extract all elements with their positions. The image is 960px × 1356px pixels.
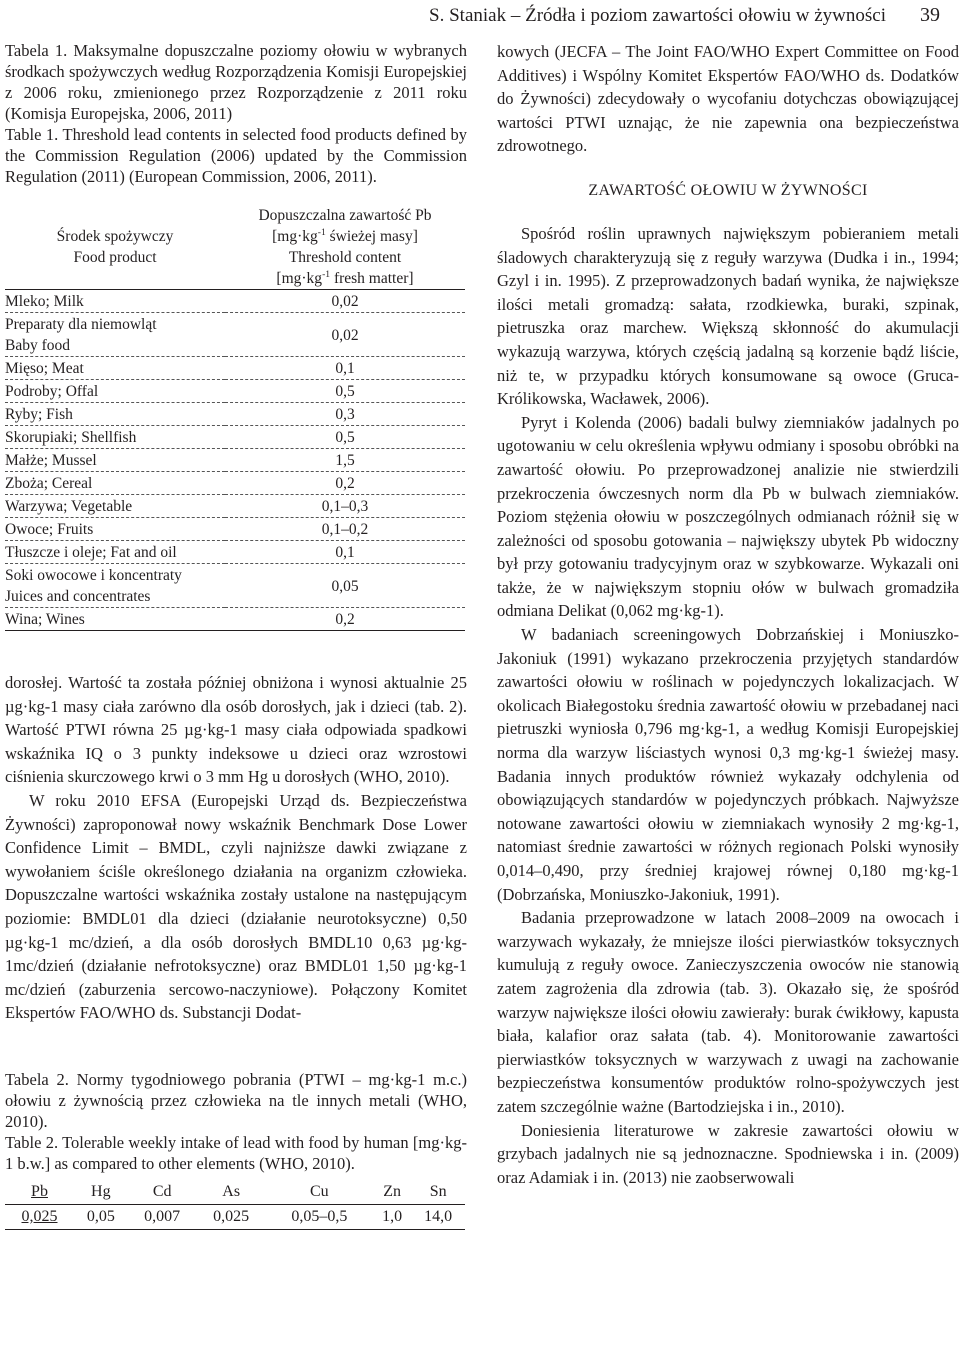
left-column: [5, 40, 467, 1230]
col2-header-line4: [$mg\cdot kg^{-1}$ fresh matter]: [276, 268, 414, 287]
row-value: 0,2: [335, 475, 355, 492]
table-row: [5, 472, 465, 495]
row-value: 0,1: [335, 360, 355, 377]
col1-header-pl: Środek spożywczy: [56, 228, 174, 245]
row-label: Zboża; Cereal: [5, 475, 93, 492]
table1-col2-header: [225, 205, 465, 290]
table-row: [5, 564, 465, 608]
right-paragraph-3: W badaniach screeningowych Dobrzańskiej i Moniuszko-Jakoniuk (1991) wykazano przekroczenia przyjętych standardów zawartości ołowiu w roślinach w pojedynczych lokalizacjach. W okolicach Białegostoku średnia zawartość ołowiu w przebadanej naci pietruszki wyniosła 0,796 mg·kg-1, a według Komisji Europejskiej norma dla warzyw liściastych wynosi 0,3 mg·kg-1 świeżej masy. Badania innych produktów również wykazały odchylenia od obowiązujących standardów w pojedynczych próbkach. Najwyższe notowane zawartości ołowiu w ziemniakach wynosiły 2 mg·kg-1, natomiast średnie zawartości w różnych regionach Polski wynosiły 0,014–0,490, przy średniej krajowej równej 0,180 mg·kg-1 (Dobrzańska, Moniuszko-Jakoniuk, 1991).: [497, 625, 959, 904]
table2-value-cell: 0,05: [86, 1207, 115, 1225]
row-label: Skorupiaki; Shellfish: [5, 429, 137, 446]
table2-value-cell: 0,05–0,5: [291, 1207, 348, 1225]
row-label: Preparaty dla niemowląt Baby food: [5, 316, 157, 354]
row-label: Podroby; Offal: [5, 383, 99, 400]
table2: [5, 1180, 465, 1230]
row-value: 0,3: [335, 406, 355, 423]
right-paragraph-1: Spośród roślin uprawnych największym pobieraniem metali śladowych charakteryzują się z reguły warzywa (Dudka i in., 1994; Gzyl i in. 1995). Z przeprowadzonych badań wynika, że największe ilości metali gromadzą: sałata, rzodkiewka, buraki, szpinak, pietruszka oraz marchew. Większą skłonność do akumulacji wykazują warzywa, których częścią jadalną są korzenie bądź liście, niż te, w przypadku których konsumowane są owoce (Gruca-Królikowska, Wacławek, 2006).: [497, 223, 959, 409]
row-value: 0,5: [335, 383, 355, 400]
table2-value-cell: 0,025: [21, 1207, 58, 1225]
row-value: 1,5: [335, 452, 355, 469]
table2-header-cell: As: [222, 1182, 241, 1200]
table-row: [5, 518, 465, 541]
table-row: [5, 290, 465, 313]
right-column: [497, 40, 959, 1189]
row-label: Mięso; Meat: [5, 360, 84, 377]
table2-value-cell: 1,0: [382, 1207, 403, 1225]
table2-header-cell: Hg: [91, 1182, 111, 1200]
col2-header-line3: Threshold content: [288, 249, 402, 266]
table2-caption-en: Table 2. Tolerable weekly intake of lead with food by human [mg·kg-1 b.w.] as compared to other elements (WHO, 2010).: [5, 1132, 467, 1173]
row-value: 0,1: [335, 544, 355, 561]
table-row: [5, 380, 465, 403]
col1-header-en: Food product: [73, 249, 157, 266]
table1-col1-header: [5, 205, 225, 290]
row-label: Soki owocowe i koncentraty Juices and concentrates: [5, 567, 182, 605]
left-paragraph-2: W roku 2010 EFSA (Europejski Urząd ds. Bezpieczeństwa Żywności) zaproponował nowy wskaźnik Benchmark Dose Lower Confidence Limit – BMDL, czyli najniższe dawki związane z wywołaniem ściśle określonego działania na organizm człowieka. Dopuszczalne wartości wskaźnika zostały ustalone na następującym poziomie: BMDL01 dla dzieci (działanie neurotoksyczne) 0,50 µg·kg-1 mc/dzień, a dla osób dorosłych BMDL10 0,63 µg·kg-1mc/dzień (działanie nefrotoksyczne) oraz BMDL01 1,50 µg·kg-1 mc/dzień (zaburzenia sercowo-naczyniowe). Połączony Komitet Ekspertów FAO/WHO ds. Substancji Dodat-: [5, 790, 467, 1023]
table2-header-row: [5, 1180, 465, 1205]
table2-value-row: [5, 1204, 465, 1229]
table1-caption-en: Table 1. Threshold lead contents in selected food products defined by the Commission Regulation (2006) updated by the Commission Regulation (2011) (European Commission, 2006, 2011).: [5, 125, 467, 186]
left-paragraph-1: dorosłej. Wartość ta została później obniżona i wynosi aktualnie 25 µg·kg-1 masy ciała zarówno dla osób dorosłych, jak i dzieci (tab. 2). Wartość PTWI równa 25 µg·kg-1 masy ciała odpowiada spadkowi wskaźnika IQ o 3 punkty indeksowe u dzieci oraz wzrostowi ciśnienia skurczowego krwi o 3 mm Hg u dorosłych (WHO, 2010).: [5, 673, 467, 787]
right-paragraph-4: Badania przeprowadzone w latach 2008–2009 na owocach i warzywach wykazały, że mniejsze ilości pierwiastków toksycznych kumulują z reguły owoce. Zanieczyszczenia owoców nie stanowią zatem zagrożenia dla zdrowia (tab. 3). Okazało się, że spośród warzyw największe ilości ołowiu zawierały: burak ćwikłowy, kapusta biała, kalafior oraz sałata (tab. 4). Monitorowanie zawartości pierwiastków toksycznych w warzywach z uwagi na zachowanie bezpieczeństwa konsumentów produktów rolno-spożywczych jest zatem szczególnie ważne (Bartodziejska i in., 2010).: [497, 908, 959, 1116]
row-value: 0,05: [331, 577, 359, 595]
table2-caption-pl: Tabela 2. Normy tygodniowego pobrania (PTWI – mg·kg-1 m.c.) ołowiu z żywnością przez człowieka na tle innych metali (WHO, 2010).: [5, 1069, 467, 1131]
table-row: [5, 426, 465, 449]
table2-header-cell: Pb: [31, 1182, 48, 1200]
right-paragraph-5: Doniesienia literaturowe w zakresie zawartości ołowiu w grzybach jadalnych nie są jednoznaczne. Spodniewska i in. (2009) oraz Adamiak i in. (2013) nie zaobserwowali: [497, 1120, 959, 1187]
right-paragraph-2: Pyryt i Kolenda (2006) badali bulwy ziemniaków jadalnych po ugotowaniu w celu określenia wpływu odmiany i sposobu obróbki na zawartość ołowiu. Po przeprowadzonej analizie nie stwierdzili przekroczenia ówczesnych norm dla Pb w bulwach ziemniaków. Poziom stężenia ołowiu w poszczególnych odmianach różnił się w zależności od sposobu gotowania – największy ubytek Pb widoczny był przy gotowaniu tradycyjnym oraz w szybkowarze. Wykazali oni także, że w największym stopniu ołów w bulwach gromadziła odmiana Delikat (0,062 mg·kg-1).: [497, 412, 959, 621]
table2-header-cell: Cu: [309, 1182, 329, 1200]
section-title: ZAWARTOŚĆ OŁOWIU W ŻYWNOŚCI: [588, 181, 868, 199]
table-row: [5, 313, 465, 357]
table1: [5, 205, 465, 631]
table2-value-cell: 0,025: [213, 1207, 250, 1225]
page-number: 39: [920, 4, 940, 26]
row-value: 0,1–0,3: [321, 498, 369, 515]
row-label: Tłuszcze i oleje; Fat and oil: [5, 544, 177, 561]
table-row: [5, 449, 465, 472]
table2-value-cell: 14,0: [424, 1207, 453, 1225]
table2-header-cell: Sn: [429, 1182, 447, 1200]
table2-header-cell: Zn: [383, 1182, 402, 1200]
table-row: [5, 403, 465, 426]
table1-header-row: [5, 205, 465, 290]
row-label: Ryby; Fish: [5, 406, 73, 423]
table2-header-cell: Cd: [152, 1182, 172, 1200]
row-value: 0,02: [331, 326, 359, 344]
right-paragraph-0: kowych (JECFA – The Joint FAO/WHO Expert Committee on Food Additives) i Wspólny Komitet Ekspertów FAO/WHO ds. Dodatków do Żywności) zdecydowały o wycofaniu dotychczas obowiązującej wartości PTWI uznając, że nie zapewnia ona bezpieczeństwa zdrowotnego.: [497, 42, 959, 156]
row-value: 0,1–0,2: [321, 521, 369, 538]
col2-header-line1: Dopuszczalna zawartość Pb: [258, 207, 432, 224]
row-value: 0,02: [331, 293, 359, 310]
row-label: Mleko; Milk: [5, 293, 84, 310]
col2-header-line2: [$mg\cdot kg^{-1}$ świeżej masy]: [272, 226, 418, 245]
table-row: [5, 608, 465, 631]
row-label: Wina; Wines: [5, 611, 85, 628]
table1-caption-pl: Tabela 1. Maksymalne dopuszczalne poziomy ołowiu w wybranych środkach spożywczych według Rozporządzenia Komisji Europejskiej z 2006 roku, zmienionego przez Rozporządzenie z 2011 roku (Komisja Europejska, 2006, 2011): [5, 41, 467, 123]
table-row: [5, 495, 465, 518]
row-value: 0,2: [335, 611, 355, 628]
table-row: [5, 541, 465, 564]
row-label: Warzywa; Vegetable: [5, 498, 133, 515]
table2-value-cell: 0,007: [144, 1207, 181, 1225]
row-value: 0,5: [335, 429, 355, 446]
running-title: S. Staniak – Źródła i poziom zawartości ołowiu w żywności: [429, 5, 886, 26]
table-row: [5, 357, 465, 380]
running-header: [0, 4, 940, 27]
row-label: Owoce; Fruits: [5, 521, 94, 538]
row-label: Małże; Mussel: [5, 452, 97, 469]
